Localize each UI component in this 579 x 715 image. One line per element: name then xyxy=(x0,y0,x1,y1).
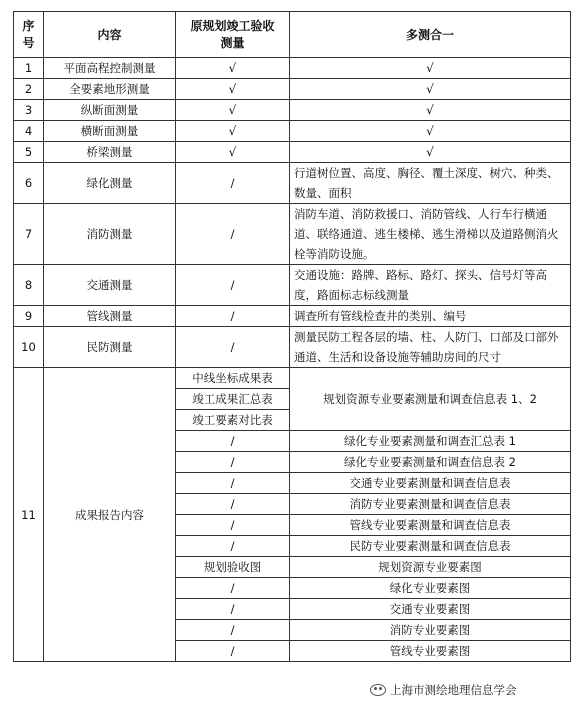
report-original: 中线坐标成果表 xyxy=(176,368,290,389)
report-multi: 绿化专业要素测量和调查信息表 2 xyxy=(290,452,571,473)
row-content: 管线测量 xyxy=(44,306,176,327)
report-original: / xyxy=(176,431,290,452)
report-original: / xyxy=(176,620,290,641)
row-original: √ xyxy=(176,79,290,100)
report-original: / xyxy=(176,536,290,557)
report-original: / xyxy=(176,578,290,599)
report-original: / xyxy=(176,641,290,662)
table-row xyxy=(14,327,571,368)
row-seq: 2 xyxy=(14,79,44,100)
table-row xyxy=(14,204,571,265)
row-multi: 消防车道、消防救援口、消防管线、人行车行横通道、联络通道、逃生楼梯、逃生滑梯以及道路侧消火栓等消防设施。 xyxy=(290,204,571,265)
comparison-table xyxy=(13,11,571,662)
table-row xyxy=(14,142,571,163)
row-content: 民防测量 xyxy=(44,327,176,368)
report-multi: 规划资源专业要素测量和调查信息表 1、2 xyxy=(290,368,571,431)
report-multi: 消防专业要素测量和调查信息表 xyxy=(290,494,571,515)
row-seq: 11 xyxy=(14,368,44,662)
row-seq: 3 xyxy=(14,100,44,121)
table-row xyxy=(14,100,571,121)
report-original: / xyxy=(176,473,290,494)
row-content: 桥梁测量 xyxy=(44,142,176,163)
report-multi: 管线专业要素图 xyxy=(290,641,571,662)
row-original: √ xyxy=(176,58,290,79)
row-original: √ xyxy=(176,121,290,142)
report-original: / xyxy=(176,599,290,620)
row-seq: 7 xyxy=(14,204,44,265)
row-seq: 10 xyxy=(14,327,44,368)
row-multi: 测量民防工程各层的墙、柱、人防门、口部及口部外通道、生活和设备设施等辅助房间的尺寸 xyxy=(290,327,571,368)
row-seq: 8 xyxy=(14,265,44,306)
header-content: 内容 xyxy=(44,12,176,58)
wechat-icon xyxy=(370,684,386,696)
report-original: 竣工要素对比表 xyxy=(176,410,290,431)
header-original: 原规划竣工验收 测量 xyxy=(176,12,290,58)
report-multi: 绿化专业要素测量和调查汇总表 1 xyxy=(290,431,571,452)
report-multi: 绿化专业要素图 xyxy=(290,578,571,599)
row-original: √ xyxy=(176,100,290,121)
report-multi: 消防专业要素图 xyxy=(290,620,571,641)
report-original: 规划验收图 xyxy=(176,557,290,578)
row-content: 绿化测量 xyxy=(44,163,176,204)
report-original: 竣工成果汇总表 xyxy=(176,389,290,410)
table-row xyxy=(14,58,571,79)
row-multi: 行道树位置、高度、胸径、覆土深度、树穴、种类、数量、面积 xyxy=(290,163,571,204)
row-content: 全要素地形测量 xyxy=(44,79,176,100)
row-seq: 9 xyxy=(14,306,44,327)
row-multi: 交通设施：路牌、路标、路灯、探头、信号灯等高度，路面标志标线测量 xyxy=(290,265,571,306)
header-seq: 序 号 xyxy=(14,12,44,58)
row-content: 横断面测量 xyxy=(44,121,176,142)
row-content: 交通测量 xyxy=(44,265,176,306)
row-original: / xyxy=(176,204,290,265)
row-seq: 1 xyxy=(14,58,44,79)
report-multi: 管线专业要素测量和调查信息表 xyxy=(290,515,571,536)
report-original: / xyxy=(176,494,290,515)
row-original: / xyxy=(176,306,290,327)
report-original: / xyxy=(176,452,290,473)
report-multi: 交通专业要素图 xyxy=(290,599,571,620)
header-row xyxy=(14,12,571,58)
report-multi: 交通专业要素测量和调查信息表 xyxy=(290,473,571,494)
row-original: / xyxy=(176,327,290,368)
table-row xyxy=(14,265,571,306)
row-seq: 4 xyxy=(14,121,44,142)
row-original: / xyxy=(176,265,290,306)
row-content: 平面高程控制测量 xyxy=(44,58,176,79)
row-multi: 调查所有管线检查井的类别、编号 xyxy=(290,306,571,327)
report-multi: 规划资源专业要素图 xyxy=(290,557,571,578)
row-content: 纵断面测量 xyxy=(44,100,176,121)
header-multi: 多测合一 xyxy=(290,12,571,58)
row-multi: √ xyxy=(290,79,571,100)
row-seq: 5 xyxy=(14,142,44,163)
row-multi: √ xyxy=(290,100,571,121)
row-multi: √ xyxy=(290,121,571,142)
watermark xyxy=(370,681,575,699)
table-row xyxy=(14,306,571,327)
row-content: 成果报告内容 xyxy=(44,368,176,662)
row-multi: √ xyxy=(290,142,571,163)
report-original: / xyxy=(176,515,290,536)
row-seq: 6 xyxy=(14,163,44,204)
table-row xyxy=(14,368,571,389)
table-row xyxy=(14,163,571,204)
report-multi: 民防专业要素测量和调查信息表 xyxy=(290,536,571,557)
table-row xyxy=(14,121,571,142)
row-multi: √ xyxy=(290,58,571,79)
row-original: / xyxy=(176,163,290,204)
watermark-text: 上海市测绘地理信息学会 xyxy=(390,683,517,697)
table-row xyxy=(14,79,571,100)
row-original: √ xyxy=(176,142,290,163)
row-content: 消防测量 xyxy=(44,204,176,265)
